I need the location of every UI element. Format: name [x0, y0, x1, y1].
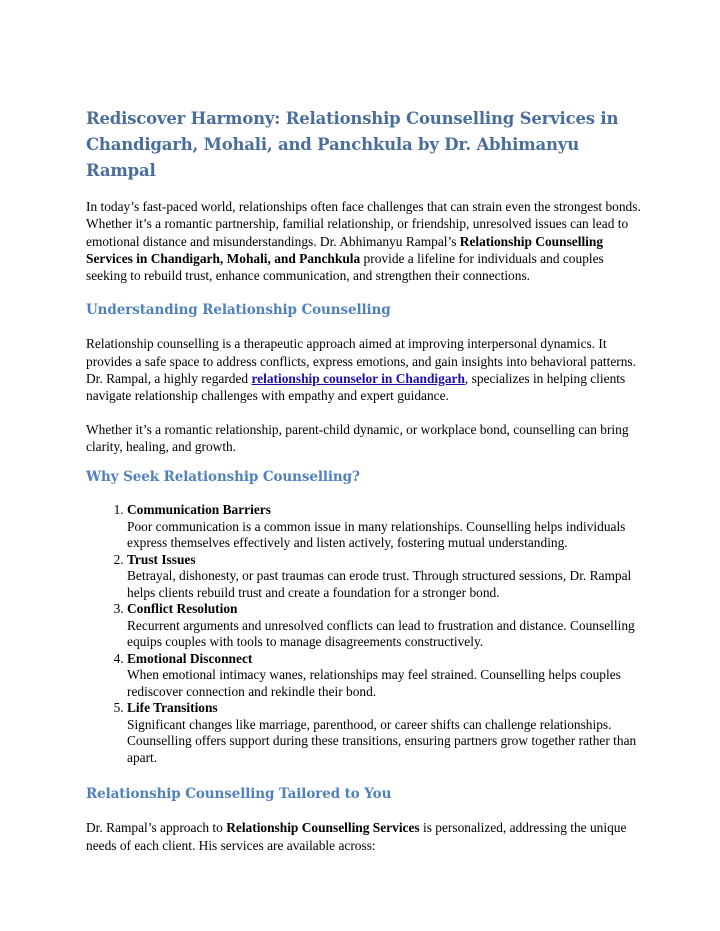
tailored-bold-services: Relationship Counselling Services [226, 820, 420, 836]
why-heading: Why Seek Relationship Counselling? [86, 469, 360, 486]
list-item-body: When emotional intimacy wanes, relationships may feel strained. Counselling helps couples rediscover connection and rekindle their bond. [127, 667, 621, 699]
list-item-title: 2. Trust Issues [127, 551, 196, 567]
tailored-paragraph [86, 819, 646, 854]
tailored-text-2: is personalized, addressing the unique needs of each client. His services are available across: [86, 820, 627, 853]
list-item [127, 651, 646, 701]
understanding-paragraph-1 [86, 335, 646, 404]
list-item-title: 4. Emotional Disconnect [127, 650, 253, 666]
list-item [127, 552, 646, 602]
list-item-title: 5. Life Transitions [127, 700, 218, 716]
list-item-body: Significant changes like marriage, parenthood, or career shifts can challenge relationships. Counselling offers support during these transitions, ensuring partners grow together rather than apart. [127, 716, 637, 765]
intro-text-1: In today’s fast-paced world, relationships often face challenges that can strain even the strongest bonds. Whether it’s a romantic partnership, familial relationship, or friendship, unresolved issues can lead to emotional distance and misunderstandings. Dr. Abhimanyu Rampal’s [86, 199, 641, 249]
counselor-link[interactable]: relationship counselor in Chandigarh [251, 371, 465, 387]
intro-text-2: provide a lifeline for individuals and couples seeking to rebuild trust, enhance communication, and strengthen their connections. [86, 250, 604, 284]
list-item-title: 3. Conflict Resolution [127, 601, 238, 617]
understanding-text-1: Relationship counselling is a therapeutic approach aimed at improving interpersonal dynamics. It provides a safe space to address conflicts, express emotions, and gain insights into behavioral patterns. Dr. Rampal, a highly regarded [86, 336, 636, 387]
list-item [127, 700, 646, 766]
list-item-body: Poor communication is a common issue in many relationships. Counselling helps individuals express themselves effectively and listen actively, fostering mutual understanding. [127, 518, 626, 551]
list-item [127, 601, 646, 651]
understanding-paragraph-2: Whether it’s a romantic relationship, parent-child dynamic, or workplace bond, counselling can bring clarity, healing, and growth. [86, 421, 629, 454]
document-title: Rediscover Harmony: Relationship Counselling Services in Chandigarh, Mohali, and Panchkula by Dr. Abhimanyu Rampal [86, 109, 619, 180]
document-page [86, 106, 646, 870]
intro-bold-services: Relationship Counselling Services in Chandigarh, Mohali, and Panchkula [86, 233, 604, 266]
list-item-body: Recurrent arguments and unresolved conflicts can lead to frustration and distance. Counselling equips couples with tools to manage disagreements constructively. [127, 617, 635, 650]
tailored-heading: Relationship Counselling Tailored to You [86, 786, 392, 803]
understanding-heading: Understanding Relationship Counselling [86, 302, 391, 319]
understanding-text-2: , specializes in helping clients navigate relationship challenges with empathy and expert guidance. [86, 371, 626, 404]
list-item-body: Betrayal, dishonesty, or past traumas can erode trust. Through structured sessions, Dr. Rampal helps clients rebuild trust and create a foundation for a stronger bond. [127, 568, 632, 600]
intro-paragraph [86, 198, 646, 284]
list-item [127, 502, 646, 552]
list-item-title: 1. Communication Barriers [127, 502, 271, 518]
reasons-list [86, 502, 646, 766]
tailored-text-1: Dr. Rampal’s approach to [86, 820, 227, 836]
